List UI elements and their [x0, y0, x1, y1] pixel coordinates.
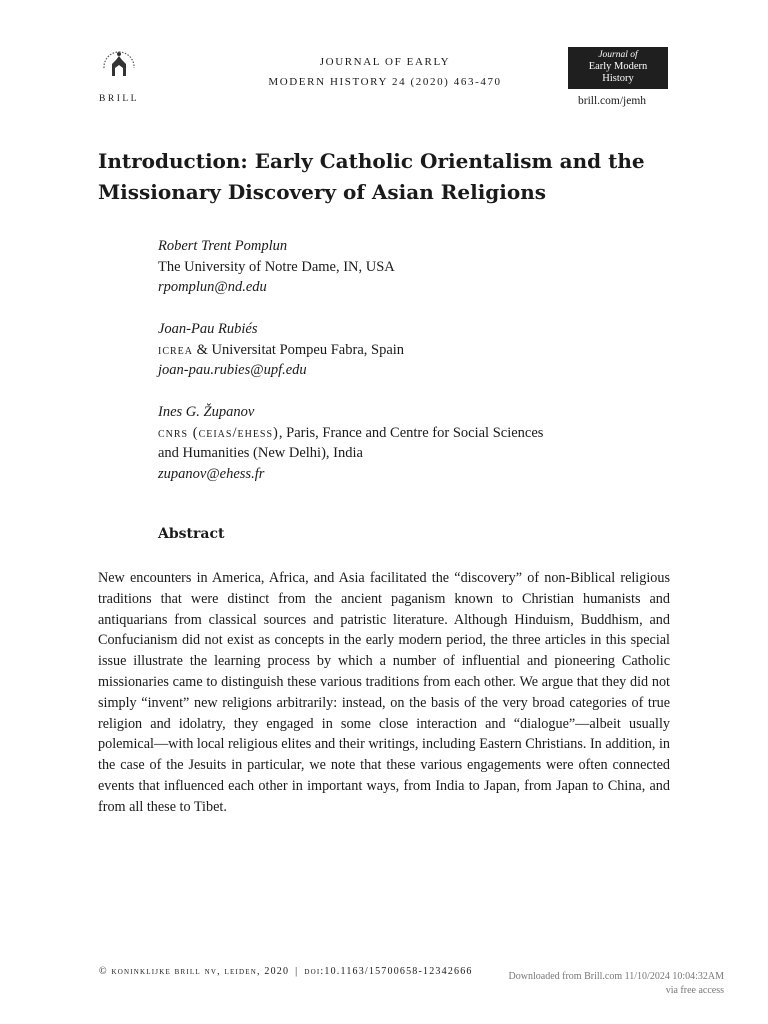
title-line-2: Missionary Discovery of Asian Religions: [98, 180, 547, 204]
title-line-1: Introduction: Early Catholic Orientalism and the: [98, 149, 645, 173]
publisher-name: BRILL: [99, 94, 139, 104]
journal-line-1: JOURNAL OF EARLY: [319, 56, 451, 68]
author-name: Joan-Pau Rubiés: [158, 321, 258, 337]
author-email-link[interactable]: rpomplun@nd.edu: [158, 279, 267, 295]
author-affiliation: [158, 340, 638, 361]
article-title: [98, 146, 688, 208]
footer-citation: [99, 966, 473, 977]
brill-emblem-icon: [98, 46, 140, 88]
brill-logo: [96, 46, 142, 104]
affiliation-text: & Universitat Pompeu Fabra, Spain: [193, 341, 405, 358]
doi-link[interactable]: doi:10.1163/15700658-12342666: [304, 966, 473, 977]
author-affiliation-line-2: and Humanities (New Delhi), India: [158, 445, 363, 461]
download-stamp-line-1: Downloaded from Brill.com 11/10/2024 10:04:32AM: [508, 971, 724, 982]
journal-line-2: MODERN HISTORY 24 (2020) 463-470: [268, 76, 502, 88]
author-name: Ines G. Županov: [158, 404, 255, 420]
journal-citation: [250, 52, 520, 92]
author-block: [158, 236, 638, 298]
affiliation-text: , Paris, France and Centre for Social Sciences: [278, 424, 544, 441]
footer-separator: |: [295, 966, 299, 977]
journal-badge: [568, 47, 668, 89]
copyright-text: © koninklijke brill nv, leiden, 2020: [99, 966, 290, 977]
download-stamp: [509, 970, 724, 998]
affiliation-acronym: cnrs (ceias/ehess): [158, 424, 279, 441]
abstract-text: New encounters in America, Africa, and Asia facilitated the “discovery” of non-Biblical religious traditions that were distinct from the ancient paganism known to Christian humanists and antiquarians from classical sources and patristic literature. Although Hinduism, Buddhism, and Confucianism did not exist as concepts in the early modern period, the three articles in this special issue illustrate the learning process by which a number of influential and pioneering Catholic missionaries came to distinguish these various traditions from each other. We argue that they did not simply “invent” new religions arbitrarily: instead, on the basis of the very broad categories of true religion and idolatry, they engaged in some close interaction and “dialogue”—albeit usually polemical—with local religious elites and their writings, including Eastern Christians. In addition, in the case of the Jesuits in particular, we note that these various engagements were often connected events that influenced each other in important ways, from India to Japan, from Japan to China, and from all these to Tibet.: [98, 570, 670, 815]
author-block: [158, 319, 638, 381]
journal-url-link[interactable]: brill.com/jemh: [578, 95, 647, 107]
author-email-link[interactable]: zupanov@ehess.fr: [158, 465, 265, 482]
journal-badge-line-2: Early Modern: [588, 61, 648, 72]
author-name: Robert Trent Pomplun: [158, 238, 288, 254]
journal-badge-line-3: History: [602, 73, 634, 84]
journal-badge-line-1: Journal of: [598, 50, 638, 60]
download-stamp-line-2: via free access: [665, 985, 724, 996]
author-email-link[interactable]: joan-pau.rubies@upf.edu: [158, 362, 307, 378]
affiliation-acronym: icrea: [158, 341, 193, 358]
author-affiliation: The University of Notre Dame, IN, USA: [158, 258, 395, 275]
author-block: [158, 402, 638, 484]
abstract-heading: Abstract: [158, 526, 225, 542]
author-affiliation: [158, 423, 638, 444]
